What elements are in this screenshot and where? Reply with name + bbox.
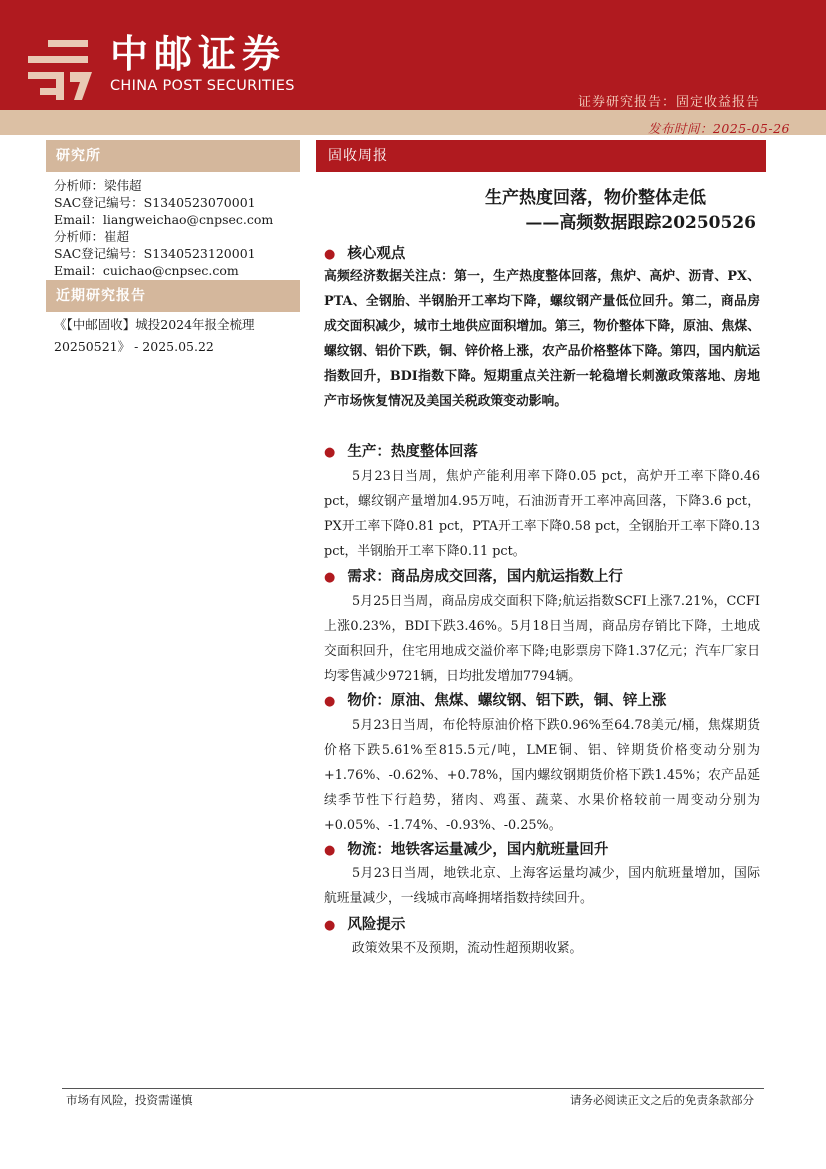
section-body-production: 5月23日当周，焦炉产能利用率下降0.05 pct，高炉开工率下降0.46 pct，螺纹钢产量增加4.95万吨，石油沥青开工率冲高回落，下降3.6 pct，PX开工率下降0.81 pct，PTA开工率下降0.58 pct，全钢胎开工率下降0.13 pct，半钢胎开工率下降0.11 pct。 (324, 469, 760, 559)
brand-name-cn: 中邮证券 (110, 32, 287, 76)
institute-heading: 研究所 (46, 140, 300, 172)
section-heading-demand: ● 需求：商品房成交回落，国内航运指数上行 (324, 568, 623, 585)
analyst-sac: SAC登记编号：S1340523120001 (54, 246, 256, 261)
analyst-sac: SAC登记编号：S1340523070001 (54, 195, 256, 210)
bullet-icon: ● (324, 445, 336, 460)
bullet-icon: ● (324, 570, 336, 585)
report-title: 生产热度回落，物价整体走低 (485, 188, 706, 208)
footer-disclaimer-note: 请务必阅读正文之后的免责条款部分 (570, 1093, 754, 1107)
section-body-core-views: 高频经济数据关注点：第一，生产热度整体回落，焦炉、高炉、沥青、PX、PTA、全钢胎、半钢胎开工率均下降，螺纹钢产量低位回升。第二，商品房成交面积减少，城市土地供应面积增加。第三，物价整体下降，原油、焦煤、螺纹钢、铝价下跌，铜、锌价格上涨，农产品价格整体下降。第四，国内航运指数回升，BDI指数下降。短期重点关注新一轮稳增长刺激政策落地、房地产市场恢复情况及美国关税政策变动影响。 (324, 269, 760, 409)
section-body-logistics: 5月23日当周，地铁北京、上海客运量均减少，国内航班量增加，国际航班量减少，一线城市高峰拥堵指数持续回升。 (324, 866, 760, 906)
analyst-name: 分析师：崔超 (54, 229, 130, 244)
publish-date: 发布时间：2025-05-26 (647, 121, 790, 135)
report-type-label: 固收周报 (316, 140, 766, 172)
china-post-logo-icon (26, 36, 96, 106)
bullet-icon: ● (324, 247, 336, 262)
recent-report-date: 20250521》 - 2025.05.22 (54, 339, 214, 354)
bullet-icon: ● (324, 918, 336, 933)
footer-divider (62, 1088, 764, 1089)
section-heading-risk: ● 风险提示 (324, 916, 406, 933)
brand-name-en: CHINA POST SECURITIES (110, 78, 295, 94)
section-heading-production: ● 生产：热度整体回落 (324, 443, 478, 460)
report-category: 证券研究报告：固定收益报告 (577, 95, 760, 110)
footer-risk-note: 市场有风险，投资需谨慎 (66, 1093, 193, 1107)
bullet-icon: ● (324, 694, 336, 709)
section-heading-core-views: ● 核心观点 (324, 245, 406, 262)
recent-reports-heading: 近期研究报告 (46, 280, 300, 312)
report-header (0, 0, 826, 135)
section-body-prices: 5月23日当周，布伦特原油价格下跌0.96%至64.78美元/桶，焦煤期货价格下跌5.61%至815.5元/吨，LME铜、铝、锌期货价格变动分别为+1.76%、-0.62%、+0.78%，国内螺纹钢期货价格下跌1.45%；农产品延续季节性下行趋势，猪肉、鸡蛋、蔬菜、水果价格较前一周变动分别为+0.05%、-1.74%、-0.93%、-0.25%。 (324, 718, 760, 833)
section-body-demand: 5月25日当周，商品房成交面积下降;航运指数SCFI上涨7.21%，CCFI上涨0.23%，BDI下跌3.46%。5月18日当周，商品房存销比下降，土地成交面积回升，住宅用地成交溢价率下降;电影票房下降1.37亿元；汽车厂家日均零售减少9721辆，日均批发增加7794辆。 (324, 594, 760, 684)
analyst-name: 分析师：梁伟超 (54, 178, 142, 193)
bullet-icon: ● (324, 843, 336, 858)
report-subtitle: ——高频数据跟踪20250526 (525, 213, 756, 233)
analyst-email: Email：liangweichao@cnpsec.com (54, 212, 274, 227)
recent-report-link[interactable]: 《【中邮固收】城投2024年报全梳理 (54, 317, 255, 332)
analyst-email: Email：cuichao@cnpsec.com (54, 263, 239, 278)
section-heading-prices: ● 物价：原油、焦煤、螺纹钢、铝下跌，铜、锌上涨 (324, 692, 667, 709)
section-body-risk: 政策效果不及预期，流动性超预期收紧。 (352, 941, 583, 956)
section-heading-logistics: ● 物流：地铁客运量减少，国内航班量回升 (324, 841, 609, 858)
